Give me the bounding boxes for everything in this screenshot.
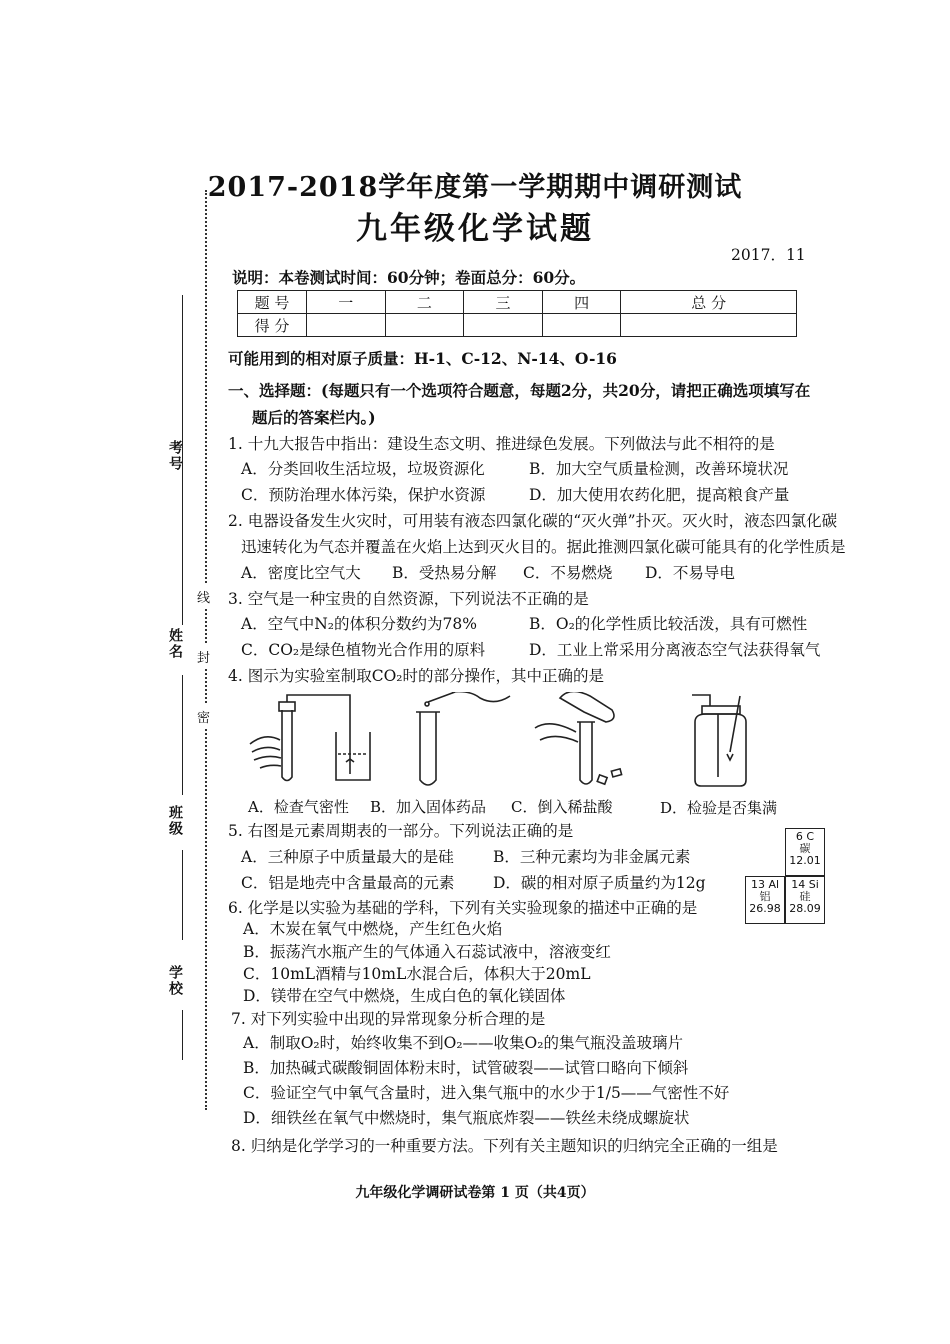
section1-heading: 一、选择题：(每题只有一个选项符合题意，每题2分，共20分，请把正确选项填写在 <box>228 381 811 400</box>
aluminum-mass: 26.98 <box>749 902 781 915</box>
element-carbon <box>785 828 825 876</box>
score-header-cell: 三 <box>464 291 543 314</box>
class-label: 班级 <box>167 805 183 837</box>
q7-stem: 7. 对下列实验中出现的异常现象分析合理的是 <box>231 1010 546 1028</box>
exam-number-blank[interactable] <box>182 295 183 625</box>
q3-option-a: A．空气中N₂的体积分数约为78% <box>241 615 477 633</box>
school-blank[interactable] <box>182 1010 183 1060</box>
score-header-cell: 题 号 <box>238 291 307 314</box>
silicon-name: 硅 <box>799 890 811 903</box>
q4-option-b: B．加入固体药品 <box>370 798 487 816</box>
q2-stem: 2. 电器设备发生火灾时，可用装有液态四氯化碳的“灭火弹”扑灭。灭火时，液态四氯化碳 <box>228 512 838 530</box>
page-footer: 九年级化学调研试卷第 1 页（共4页） <box>355 1185 595 1201</box>
score-row-label: 得 分 <box>238 314 307 337</box>
q1-stem: 1. 十九大报告中指出：建设生态文明、推进绿色发展。下列做法与此不相符的是 <box>228 435 775 453</box>
silicon-mass: 28.09 <box>789 902 821 915</box>
score-header-cell: 四 <box>542 291 621 314</box>
score-header-cell: 总 分 <box>621 291 797 314</box>
carbon-name: 碳 <box>799 842 811 855</box>
exam-date: 2017．11 <box>731 246 806 264</box>
q7-option-c: C．验证空气中氧气含量时，进入集气瓶中的水少于1/5——气密性不好 <box>243 1084 730 1102</box>
q2-option-a: A．密度比空气大 <box>241 564 361 582</box>
q4-stem: 4. 图示为实验室制取CO₂时的部分操作，其中正确的是 <box>228 667 604 685</box>
q3-stem: 3. 空气是一种宝贵的自然资源，下列说法不正确的是 <box>228 590 589 608</box>
score-header-row <box>238 291 797 314</box>
exam-title: 2017-2018学年度第一学期期中调研测试 <box>207 172 743 203</box>
score-header-cell: 一 <box>307 291 386 314</box>
q4-option-a: A．检查气密性 <box>248 798 349 816</box>
q5-option-c: C．铝是地壳中含量最高的元素 <box>241 874 455 892</box>
adding-solid-illustration <box>416 692 510 785</box>
q3-option-c: C．CO₂是绿色植物光合作用的原料 <box>241 641 486 659</box>
q6-option-d: D．镁带在空气中燃烧，生成白色的氧化镁固体 <box>243 987 566 1005</box>
q2-option-c: C．不易燃烧 <box>523 564 613 582</box>
q6-option-b: B．振荡汽水瓶产生的气体通入石蕊试液中，溶液变红 <box>243 943 611 961</box>
score-table <box>237 290 797 337</box>
carbon-mass: 12.01 <box>789 854 821 867</box>
instructions: 说明：本卷测试时间：60分钟；卷面总分：60分。 <box>232 268 586 287</box>
q6-option-c: C．10mL酒精与10mL水混合后，体积大于20mL <box>243 965 591 983</box>
aluminum-name: 铝 <box>759 890 771 903</box>
q1-option-c: C．预防治理水体污染，保护水资源 <box>241 486 486 504</box>
q5-option-b: B．三种元素均为非金属元素 <box>493 848 691 866</box>
q1-option-b: B．加大空气质量检测，改善环境状况 <box>529 460 789 478</box>
score-cell[interactable] <box>621 314 797 337</box>
silicon-number-symbol: 14 Si <box>791 878 819 891</box>
q7-option-a: A．制取O₂时，始终收集不到O₂——收集O₂的集气瓶没盖玻璃片 <box>243 1034 683 1052</box>
element-aluminum <box>745 876 785 924</box>
q3-option-d: D．工业上常采用分离液态空气法获得氧气 <box>529 641 821 659</box>
q4-apparatus-figure <box>240 692 840 792</box>
gas-full-check-illustration <box>692 695 746 786</box>
seal-char-line: 线 <box>197 585 210 608</box>
airtightness-check-illustration <box>250 695 370 781</box>
name-label: 姓名 <box>167 628 183 660</box>
exam-subtitle: 九年级化学试题 <box>356 211 594 247</box>
q2-option-d: D．不易导电 <box>645 564 735 582</box>
q5-option-d: D．碳的相对原子质量约为12g <box>493 874 706 892</box>
q5-stem: 5. 右图是元素周期表的一部分。下列说法正确的是 <box>228 822 574 840</box>
aluminum-number-symbol: 13 Al <box>750 878 780 891</box>
section1-heading-cont: 题后的答案栏内。) <box>252 408 376 427</box>
school-label: 学校 <box>167 965 183 997</box>
q7-option-d: D．细铁丝在氧气中燃烧时，集气瓶底炸裂——铁丝未绕成螺旋状 <box>243 1109 690 1127</box>
seal-char-secret: 密 <box>197 705 210 728</box>
name-blank[interactable] <box>182 675 183 795</box>
score-cell[interactable] <box>464 314 543 337</box>
q1-option-a: A．分类回收生活垃圾，垃圾资源化 <box>241 460 485 478</box>
element-silicon <box>785 876 825 924</box>
q2-stem-cont: 迅速转化为气态并覆盖在火焰上达到灭火目的。据此推测四氯化碳可能具有的化学性质是 <box>241 538 846 556</box>
q4-option-d: D．检验是否集满 <box>660 799 778 817</box>
pouring-acid-illustration <box>535 692 622 784</box>
q1-option-d: D．加大使用农药化肥，提高粮食产量 <box>529 486 790 504</box>
q8-stem: 8. 归纳是化学学习的一种重要方法。下列有关主题知识的归纳完全正确的一组是 <box>231 1137 778 1155</box>
q3-option-b: B．O₂的化学性质比较活泼，具有可燃性 <box>529 615 808 633</box>
class-blank[interactable] <box>182 850 183 940</box>
exam-number-label: 考号 <box>167 440 183 472</box>
seal-char-seal: 封 <box>197 645 210 668</box>
q2-option-b: B．受热易分解 <box>392 564 497 582</box>
score-cell[interactable] <box>542 314 621 337</box>
q6-option-a: A．木炭在氧气中燃烧，产生红色火焰 <box>243 920 503 938</box>
atomic-masses: 可能用到的相对原子质量：H-1、C-12、N-14、O-16 <box>228 349 617 368</box>
q4-option-c: C．倒入稀盐酸 <box>511 798 613 816</box>
q7-option-b: B．加热碱式碳酸铜固体粉末时，试管破裂——试管口略向下倾斜 <box>243 1059 689 1077</box>
q6-stem: 6. 化学是以实验为基础的学科，下列有关实验现象的描述中正确的是 <box>228 899 698 917</box>
score-value-row <box>238 314 797 337</box>
score-header-cell: 二 <box>385 291 464 314</box>
score-cell[interactable] <box>307 314 386 337</box>
score-cell[interactable] <box>385 314 464 337</box>
q5-option-a: A．三种原子中质量最大的是硅 <box>241 848 454 866</box>
carbon-number-symbol: 6 C <box>795 830 815 843</box>
